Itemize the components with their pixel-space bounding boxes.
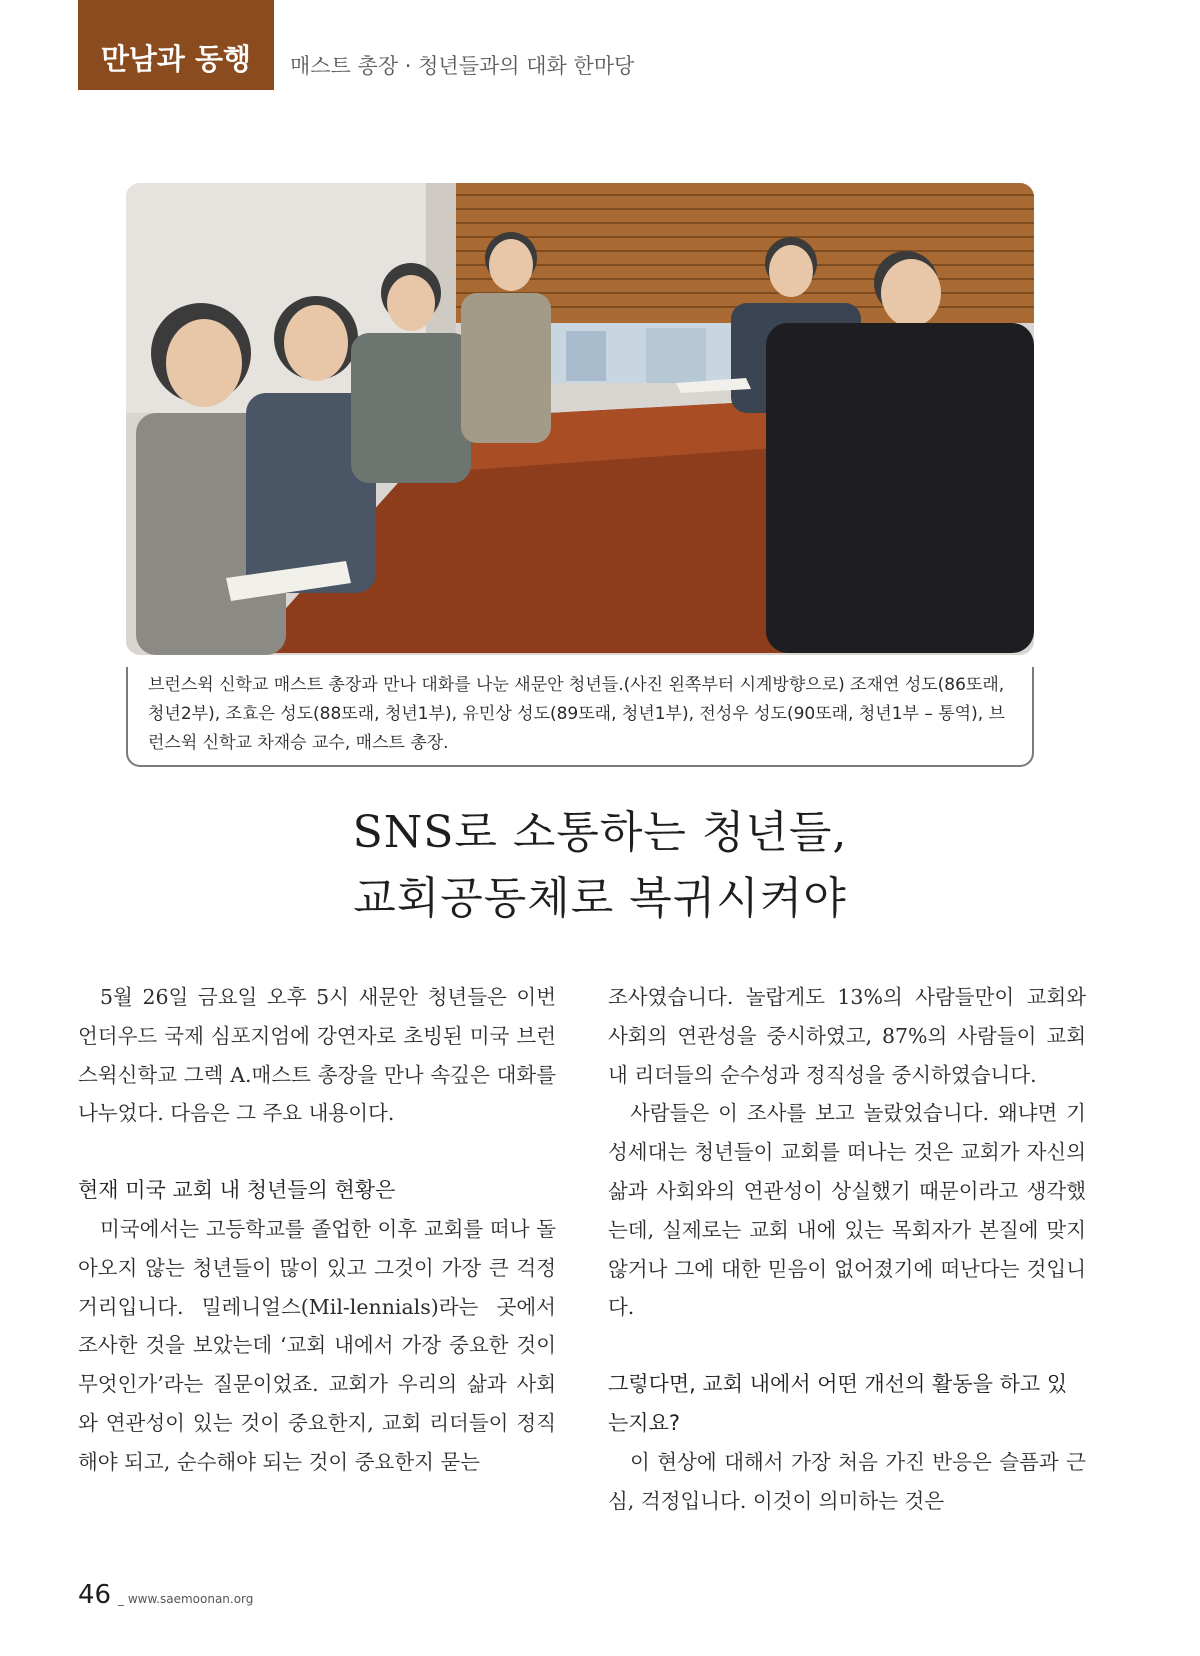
intro-paragraph: 5월 26일 금요일 오후 5시 새문안 청년들은 이번 언더우드 국제 심포지엄에 강연자로 초빙된 미국 브런스윅신학교 그렉 A.매스트 총장을 만나 속깊은 대화를 나누었다. 다음은 그 주요 내용이다. — [78, 985, 556, 1126]
meeting-photo — [126, 183, 1034, 655]
page-number: 46 — [78, 1580, 112, 1610]
question-heading-1: 현재 미국 교회 내 청년들의 현황은 — [78, 1178, 396, 1203]
website-url: _ www.saemoonan.org — [118, 1592, 254, 1606]
answer-paragraph-continued: 조사였습니다. 놀랍게도 13%의 사람들만이 교회와 사회의 연관성을 중시하였고, 87%의 사람들이 교회 내 리더들의 순수성과 정직성을 중시하였습니다. — [608, 985, 1086, 1087]
headline-line-2: 교회공동체로 복귀시켜야 — [353, 873, 847, 924]
article-headline — [0, 800, 1200, 932]
section-subtitle: 매스트 총장 · 청년들과의 대화 한마당 — [290, 54, 635, 78]
headline-line-1: SNS로 소통하는 청년들, — [352, 807, 848, 858]
answer-paragraph: 사람들은 이 조사를 보고 놀랐었습니다. 왜냐면 기성세대는 청년들이 교회를 떠나는 것은 교회가 자신의 삶과 사회와의 연관성이 상실했기 때문이라고 생각했는데, 실제로는 교회 내에 있는 목회자가 본질에 맞지 않거나 그에 대한 믿음이 없어졌기에 떠난다는 것입니다. — [608, 1101, 1086, 1320]
section-label: 만남과 동행 — [78, 0, 274, 90]
article-column-right — [608, 978, 1086, 1520]
answer-paragraph: 이 현상에 대해서 가장 처음 가진 반응은 슬픔과 근심, 걱정입니다. 이것이 의미하는 것은 — [608, 1449, 1086, 1513]
article-column-left — [78, 978, 556, 1482]
question-heading-2: 그렇다면, 교회 내에서 어떤 개선의 활동을 하고 있는지요? — [608, 1372, 1068, 1435]
answer-paragraph: 미국에서는 고등학교를 졸업한 이후 교회를 떠나 돌아오지 않는 청년들이 많이 있고 그것이 가장 큰 걱정거리입니다. 밀레니얼스(Mil-lennials)라는 곳에서 조사한 것을 보았는데 ‘교회 내에서 가장 중요한 것이 무엇인가’라는 질문이었죠. 교회가 우리의 삶과 사회와 연관성이 있는 것이 중요한지, 교회 리더들이 정직해야 되고, 순수해야 되는 것이 중요한지 묻는 — [78, 1216, 556, 1474]
photo-caption: 브런스윅 신학교 매스트 총장과 만나 대화를 나눈 새문안 청년들.(사진 왼쪽부터 시계방향으로) 조재연 성도(86또래, 청년2부), 조효은 성도(88또래, 청년1부), 유민상 성도(89또래, 청년1부), 전성우 성도(90또래, 청년1부 – 통역), 브런스윅 신학교 차재승 교수, 매스트 총장. — [126, 667, 1034, 767]
